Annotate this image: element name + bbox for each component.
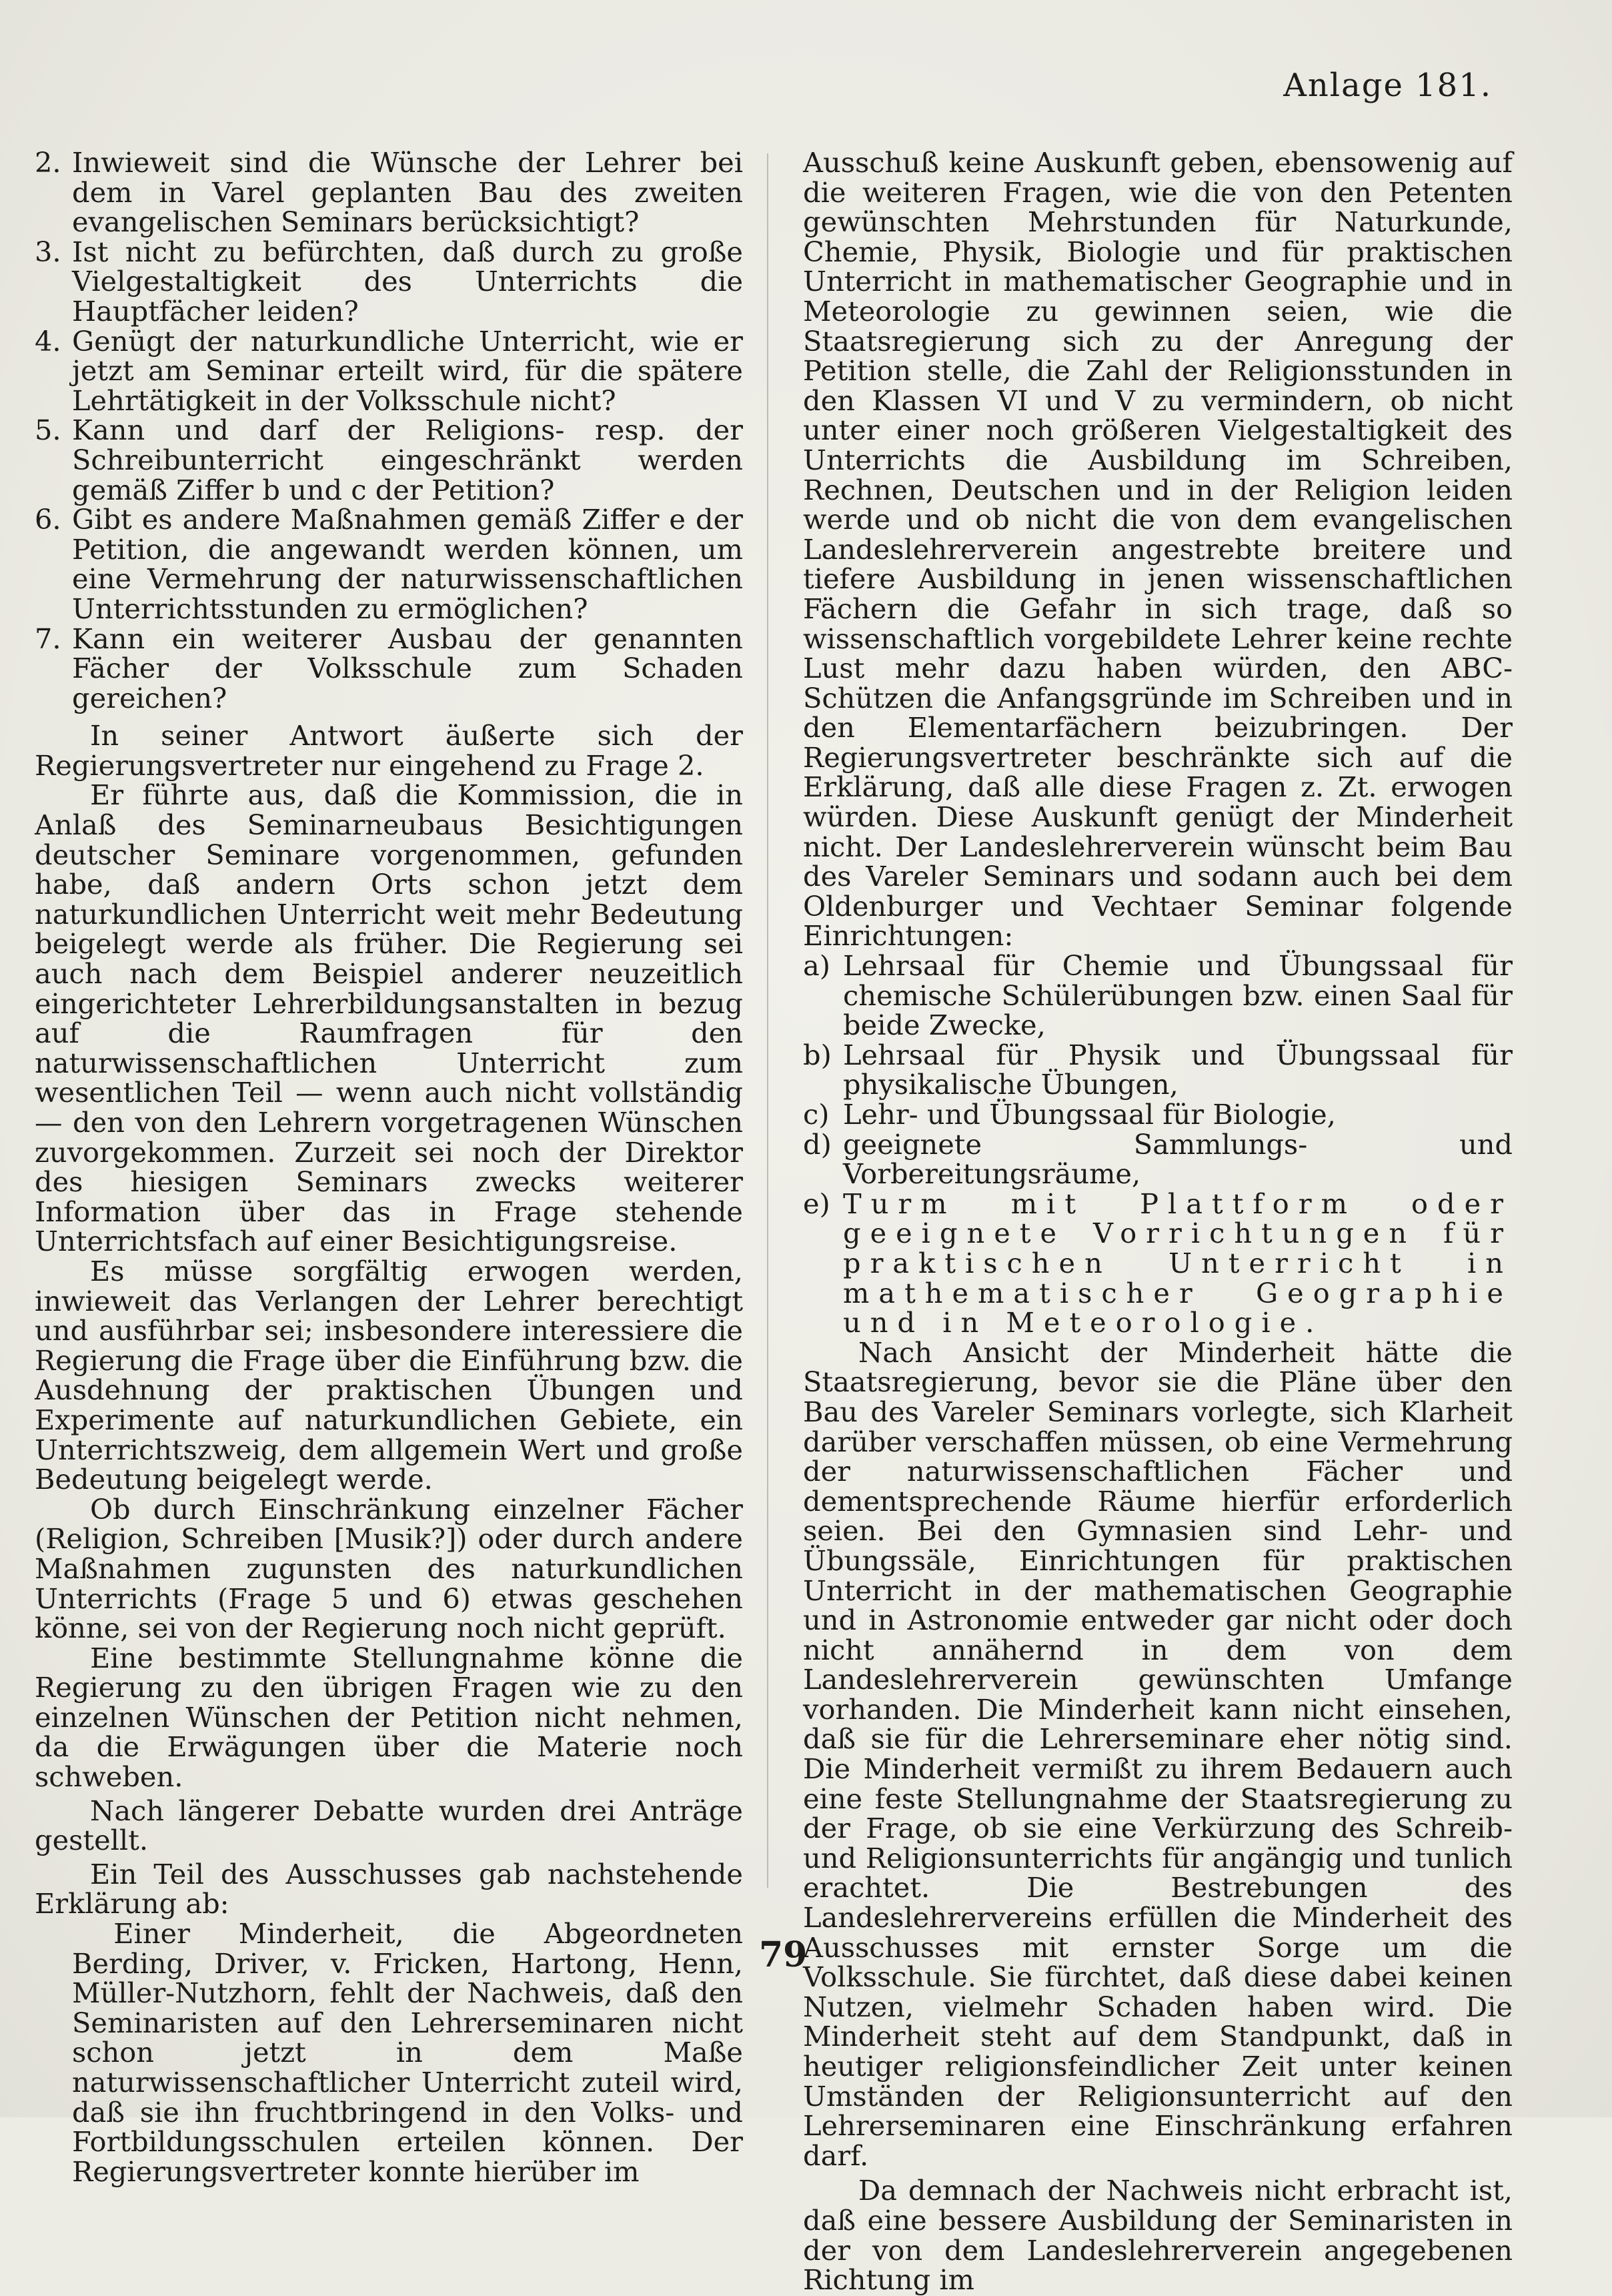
question-number: 7. [35, 622, 61, 655]
question-item [35, 505, 743, 624]
list-text: Lehrsaal für Chemie und Übungssaal für chemische Schülerübungen bzw. einen Saal für beide Zwecke, [843, 949, 1513, 1042]
question-number: 5. [35, 414, 61, 447]
question-text: Kann ein weiterer Ausbau der genannten Fächer der Volksschule zum Schaden gereichen? [72, 622, 743, 714]
body-paragraph: Ein Teil des Ausschusses gab nachstehende Erklärung ab: [35, 1857, 743, 1920]
list-text: Turm mit Plattform oder geeignete Vorrichtungen für praktischen Unterricht in mathematischer Geographie und in Meteorologie. [843, 1187, 1513, 1339]
facility-list-item [803, 1038, 1513, 1101]
question-item [35, 148, 743, 237]
left-column [35, 148, 743, 2187]
body-paragraph: Da demnach der Nachweis nicht erbracht ist, daß eine bessere Ausbildung der Seminaristen in der von dem Landeslehrerverein angegebenen Richtung im [803, 2174, 1513, 2296]
right-column [803, 148, 1513, 2295]
body-paragraph: Nach längerer Debatte wurden drei Anträge gestellt. [35, 1794, 743, 1857]
list-letter: b) [803, 1038, 832, 1071]
question-item [35, 624, 743, 714]
list-text: geeignete Sammlungs- und Vorbereitungsräume, [843, 1127, 1513, 1191]
list-letter: e) [803, 1187, 830, 1220]
list-letter: d) [803, 1127, 832, 1161]
question-number: 6. [35, 503, 61, 536]
question-number: 3. [35, 235, 61, 268]
question-item [35, 237, 743, 327]
list-text: Lehr- und Übungssaal für Biologie, [843, 1098, 1336, 1131]
question-text: Inwieweit sind die Wünsche der Lehrer bei dem in Varel geplanten Bau des zweiten evangelischen Seminars berücksichtigt? [72, 146, 743, 239]
body-paragraph: Ausschuß keine Auskunft geben, ebensowenig auf die weiteren Fragen, wie die von den Petenten gewünschten Mehrstunden für Naturkunde, Chemie, Physik, Biologie und für praktischen Unterricht in mathematischer Geographie und in Meteorologie zu gewinnen seien, wie die Staatsregierung sich zu der Anregung der Petition stelle, die Zahl der Religionsstunden in den Klassen VI und V zu vermindern, ob nicht unter einer noch größeren Vielgestaltigkeit des Unterrichts die Ausbildung im Schreiben, Rechnen, Deutschen und in der Religion leiden werde und ob nicht die von dem evangelischen Landeslehrerverein angestrebte breitere und tiefere Ausbildung in jenen wissenschaftlichen Fächern die Gefahr in sich trage, daß so wissenschaftlich vorgebildete Lehrer keine rechte Lust mehr dazu haben würden, den ABC-Schützen die Anfangsgründe im Schreiben und in den Elementarfächern beizubringen. Der Regierungsvertreter beschränkte sich auf die Erklärung, daß alle diese Fragen z. Zt. erwogen würden. Diese Auskunft genügt der Minderheit nicht. Der Landeslehrerverein wünscht beim Bau des Vareler Seminars und sodann auch bei dem Oldenburger und Vechtaer Seminar folgende Einrichtungen: [803, 146, 1513, 953]
question-text: Kann und darf der Religions- resp. der Schreibunterricht eingeschränkt werden gemäß Ziffer b und c der Petition? [72, 414, 743, 506]
body-paragraph: Ob durch Einschränkung einzelner Fächer (Religion, Schreiben [Musik?]) oder durch andere Maßnahmen zugunsten des naturkundlichen Unterrichts (Frage 5 und 6) etwas geschehen könne, sei von der Regierung noch nicht geprüft. [35, 1492, 743, 1645]
body-paragraph: Er führte aus, daß die Kommission, die in Anlaß des Seminarneubaus Besichtigungen deutscher Seminare vorgenommen, gefunden habe, daß andern Orts schon jetzt dem naturkundlichen Unterricht weit mehr Bedeutung beigelegt werde als früher. Die Regierung sei auch nach dem Beispiel anderer neuzeitlich eingerichteter Lehrerbildungsanstalten in bezug auf die Raumfragen für den naturwissenschaftlichen Unterricht zum wesentlichen Teil — wenn auch nicht vollständig — den von den Lehrern vorgetragenen Wünschen zuvorgekommen. Zurzeit sei noch der Direktor des hiesigen Seminars zwecks weiterer Information über das in Frage stehende Unterrichtsfach auf einer Besichtigungsreise. [35, 778, 743, 1258]
list-text: Lehrsaal für Physik und Übungssaal für physikalische Übungen, [843, 1038, 1513, 1101]
body-paragraph: Eine bestimmte Stellungnahme könne die Regierung zu den übrigen Fragen wie zu den einzelnen Wünschen der Petition nicht nehmen, da die Erwägungen über die Materie noch schweben. [35, 1641, 743, 1794]
page-number: 79 [759, 1934, 808, 1975]
question-text: Gibt es andere Maßnahmen gemäß Ziffer e der Petition, die angewandt werden können, um eine Vermehrung der naturwissenschaftlichen Unterrichtsstunden zu ermöglichen? [72, 503, 743, 625]
list-letter: a) [803, 949, 830, 983]
list-letter: c) [803, 1098, 830, 1131]
annex-heading: Anlage 181. [1283, 67, 1492, 104]
minority-declaration: Einer Minderheit, die Abgeordneten Berding, Driver, v. Fricken, Hartong, Henn, Müller-Nutzhorn, fehlt der Nachweis, daß den Seminaristen auf den Lehrerseminaren nicht schon jetzt in dem Maße naturwissenschaftlicher Unterricht zuteil wird, daß sie ihn fruchtbringend in den Volks- und Fortbildungsschulen erteilen können. Der Regierungsvertreter konnte hierüber im [72, 1917, 743, 2188]
body-paragraph: Nach Ansicht der Minderheit hätte die Staatsregierung, bevor sie die Pläne über den Bau des Vareler Seminars vorlegte, sich Klarheit darüber verschaffen müssen, ob eine Vermehrung der naturwissenschaftlichen Fächer und dementsprechende Räume hierfür erforderlich seien. Bei den Gymnasien sind Lehr- und Übungssäle, Einrichtungen für praktischen Unterricht in der mathematischen Geographie und in Astronomie entweder gar nicht oder doch nicht annähernd in dem von dem Landeslehrerverein gewünschten Umfange vorhanden. Die Minderheit kann nicht einsehen, daß sie für die Lehrerseminare eher nötig sind. Die Minderheit vermißt zu ihrem Bedauern auch eine feste Stellungnahme der Staatsregierung zu der Frage, ob sie eine Verkürzung des Schreib- und Religionsunterrichts für angängig und tunlich erachtet. Die Bestrebungen des Landeslehrervereins erfüllen die Minderheit des Ausschusses mit ernster Sorge um die Volksschule. Sie fürchtet, daß diese dabei keinen Nutzen, vielmehr Schaden haben wird. Die Minderheit steht auf dem Standpunkt, daß in heutiger religionsfeindlicher Zeit unter keinen Umständen der Religionsunterricht auf den Lehrerseminaren eine Einschränkung erfahren darf. [803, 1335, 1513, 2172]
question-number: 4. [35, 324, 61, 358]
facility-list-item [803, 1127, 1513, 1191]
facility-list-item [803, 1100, 1513, 1130]
facility-list-item [803, 951, 1513, 1041]
question-text: Genügt der naturkundliche Unterricht, wie er jetzt am Seminar erteilt wird, für die spätere Lehrtätigkeit in der Volksschule nicht? [72, 324, 743, 417]
question-item [35, 416, 743, 505]
question-item [35, 324, 743, 417]
body-paragraph: In seiner Antwort äußerte sich der Regierungsvertreter nur eingehend zu Frage 2. [35, 719, 743, 782]
body-paragraph: Es müsse sorgfältig erwogen werden, inwieweit das Verlangen der Lehrer berechtigt und ausführbar sei; insbesondere interessiere die Regierung die Frage über die Einführung bzw. die Ausdehnung der praktischen Übungen und Experimente auf naturkundlichen Gebiete, ein Unterrichtszweig, dem allgemein Wert und große Bedeutung beigelegt werde. [35, 1254, 743, 1496]
column-divider [767, 153, 768, 1888]
facility-list-item [803, 1189, 1513, 1338]
question-number: 2. [35, 146, 61, 179]
question-text: Ist nicht zu befürchten, daß durch zu große Vielgestaltigkeit des Unterrichts die Hauptfächer leiden? [72, 235, 743, 328]
